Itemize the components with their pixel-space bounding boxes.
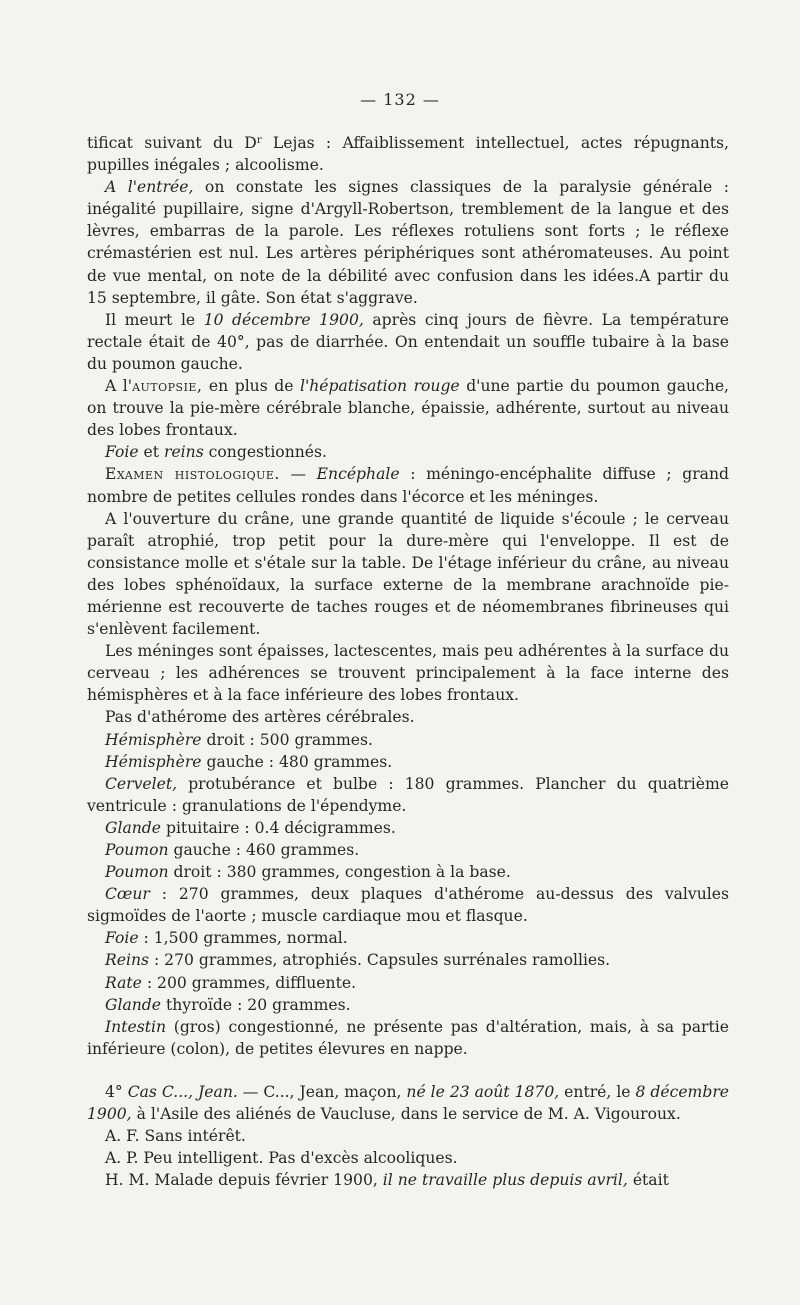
text-run: après cinq jours de fièvre. La température rectale était de 40°, pas de diarrhée. On entendait un souffle tubaire à la base du poumon gauche.	[87, 310, 730, 373]
italic-text: Foie	[105, 929, 139, 948]
italic-text: Reins	[105, 951, 150, 970]
italic-text: Glande	[105, 995, 161, 1014]
text-run: gauche : 460 grammes.	[168, 841, 360, 859]
text-run: thyroïde : 20 grammes.	[161, 995, 351, 1014]
paragraph-p09	[87, 706, 729, 728]
paragraph-p21	[87, 1016, 729, 1060]
italic-text: Intestin	[105, 1017, 166, 1036]
italic-text: Foie	[105, 443, 139, 462]
page-number: — 132 —	[360, 90, 440, 109]
paragraph-p22	[87, 1081, 729, 1125]
paragraph-p10	[87, 729, 729, 751]
small-caps-text: autopsie,	[132, 377, 203, 396]
text-run: était	[627, 1171, 669, 1190]
text-run: pituitaire : 0.4 décigrammes.	[161, 818, 396, 837]
text-run: (gros) congestionné, ne présente pas d'altération, mais, à sa partie inférieure (colon), de petites élevures en nappe.	[87, 1017, 729, 1058]
paragraph-p25	[87, 1169, 729, 1191]
paragraph-p14	[87, 839, 729, 861]
text-run: entré, le	[559, 1082, 636, 1101]
italic-text: Hémisphère	[105, 752, 202, 771]
paragraph-p20	[87, 994, 729, 1016]
text-run: A l'	[105, 377, 133, 396]
italic-text: reins	[164, 443, 204, 462]
paragraph-p11	[87, 751, 729, 773]
text-run: gauche : 480 grammes.	[201, 752, 393, 771]
text-run: tificat suivant du D	[87, 134, 257, 152]
text-run: on constate les signes classiques de la paralysie générale : inégalité pupillaire, signe d'Argyll-Robertson, tremblement de la langue et des lèvres, embarras de la parole. Les réflexes rotuliens sont forts ; le réflexe crémastérien est nul. Les artères périphériques sont athéromateuses. Au point de vue mental, on note de la débilité avec confusion dans les idées.A partir du 15 septembre, il gâte. Son état s'aggrave.	[87, 178, 729, 307]
paragraph-p12	[87, 773, 729, 817]
paragraph-p18	[87, 949, 729, 971]
italic-text: Encéphale	[316, 465, 400, 484]
italic-text: Cas C..., Jean.	[127, 1082, 238, 1101]
italic-text: Cœur	[105, 885, 150, 904]
section-gap	[87, 1060, 729, 1081]
paragraph-p24	[87, 1147, 729, 1169]
paragraph-p06	[87, 463, 729, 507]
italic-text: 8 décembre 1900,	[87, 1082, 730, 1124]
paragraph-p15	[87, 861, 729, 883]
text-run: Les méninges sont épaisses, lactescentes, mais peu adhérentes à la surface du cerveau ; les adhérences se trouvent principalement à la face interne des hémisphères et à la face inférieure des lobes frontaux.	[87, 642, 730, 705]
italic-text: Hémisphère	[105, 730, 202, 749]
text-run: H. M. Malade depuis février 1900,	[105, 1171, 383, 1190]
paragraph-p07	[87, 508, 729, 641]
text-run: protubérance et bulbe : 180 grammes. Plancher du quatrième ventricule : granulations de l'épendyme.	[87, 774, 729, 815]
body-text	[87, 130, 729, 1191]
paragraph-p05	[87, 441, 729, 463]
paragraph-p16	[87, 883, 729, 927]
italic-text: Poumon	[105, 863, 169, 882]
text-run: A l'ouverture du crâne, une grande quantité de liquide s'écoule ; le cerveau paraît atrophié, trop petit pour la dure-mère qui l'enveloppe. Il est de consistance molle et s'étale sur la table. De l'étage inférieur du crâne, au niveau des lobes sphénoïdaux, la surface externe de la membrane arachnoïde pie-mérienne est recouverte de taches rouges et de néomembranes fibrineuses qui s'enlèvent facilement.	[87, 509, 729, 639]
italic-text: Rate	[105, 973, 142, 992]
text-run: — C..., Jean, maçon,	[237, 1082, 407, 1101]
italic-text: 10 décembre 1900,	[203, 310, 364, 329]
paragraph-p03	[87, 309, 729, 375]
text-run: congestionnés.	[203, 443, 327, 462]
text-run: 4°	[105, 1082, 128, 1101]
text-run: à l'Asile des aliénés de Vaucluse, dans le service de M. A. Vigouroux.	[131, 1105, 681, 1124]
paragraph-p17	[87, 927, 729, 949]
text-run: A. P. Peu intelligent. Pas d'excès alcooliques.	[105, 1149, 458, 1168]
text-run: : 200 grammes, diffluente.	[141, 973, 357, 992]
text-run: : 1,500 grammes, normal.	[138, 929, 348, 948]
italic-text: Glande	[105, 818, 161, 837]
italic-text: Cervelet,	[105, 774, 178, 793]
text-run: Il meurt le	[105, 310, 204, 329]
paragraph-p19	[87, 972, 729, 994]
text-run: : 270 grammes, deux plaques d'athérome au-dessus des valvules sigmoïdes de l'aorte ; muscle cardiaque mou et flasque.	[87, 885, 729, 926]
text-run: et	[138, 443, 164, 462]
superscript: r	[256, 135, 262, 146]
paragraph-p04	[87, 375, 729, 441]
small-caps-text: Examen histologique.	[105, 465, 280, 484]
text-run: Pas d'athérome des artères cérébrales.	[105, 708, 415, 727]
text-run: : 270 grammes, atrophiés. Capsules surrénales ramollies.	[149, 951, 611, 970]
text-run: A. F. Sans intérêt.	[105, 1127, 246, 1146]
text-run: droit : 380 grammes, congestion à la base.	[168, 863, 511, 882]
italic-text: il ne travaille plus depuis avril,	[382, 1171, 628, 1190]
paragraph-p08	[87, 640, 729, 706]
italic-text: Poumon	[105, 841, 169, 859]
italic-text: A l'entrée,	[105, 178, 194, 197]
text-run: —	[279, 465, 317, 484]
text-run: droit : 500 grammes.	[201, 730, 373, 749]
paragraph-p01	[87, 130, 729, 176]
paragraph-p13	[87, 817, 729, 839]
text-run: Lejas : Affaiblissement intellectuel, actes répugnants, pupilles inégales ; alcoolisme.	[87, 134, 729, 175]
paragraph-p23	[87, 1125, 729, 1147]
text-run: : méningo-encéphalite diffuse ; grand nombre de petites cellules rondes dans l'écorce et les méninges.	[87, 465, 729, 506]
italic-text: né le 23 août 1870,	[406, 1082, 560, 1101]
italic-text: l'hépatisation rouge	[299, 377, 460, 396]
text-run: en plus de	[202, 377, 300, 396]
text-run: d'une partie du poumon gauche, on trouve la pie-mère cérébrale blanche, épaissie, adhérente, surtout au niveau des lobes frontaux.	[87, 377, 730, 440]
paragraph-p02	[87, 176, 729, 309]
